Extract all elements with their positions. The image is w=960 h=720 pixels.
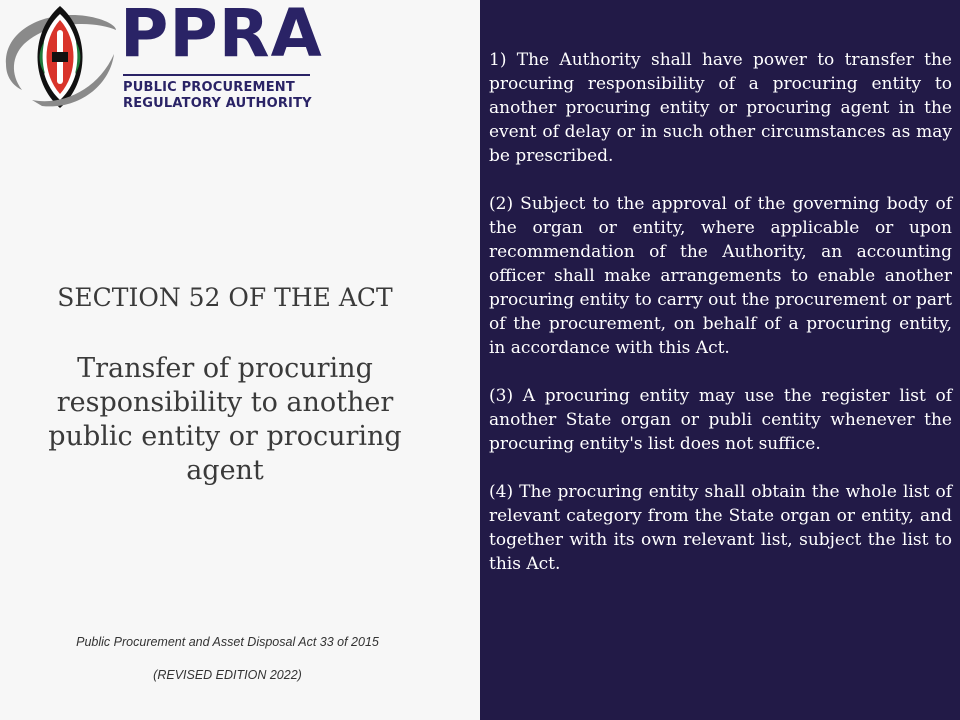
act-citation: Public Procurement and Asset Disposal Act 33 of 2015 xyxy=(76,635,379,649)
logo-subtitle xyxy=(123,80,312,112)
logo-divider xyxy=(123,74,310,76)
section-heading: SECTION 52 OF THE ACT xyxy=(57,283,393,312)
section-subtitle: Transfer of procuring responsibility to another public entity or procuring agent xyxy=(48,353,402,486)
clause-3: (3) A procuring entity may use the register list of another State organ or publi centity whenever the procuring entity's list does not suffice. xyxy=(489,386,952,454)
ppra-logo xyxy=(0,0,323,115)
logo-subtitle-line-2: REGULATORY AUTHORITY xyxy=(123,96,312,111)
clause-list xyxy=(489,48,952,600)
clause-2: (2) Subject to the approval of the governing body of the organ or entity, where applicable or upon recommendation of the Authority, an accounting officer shall make arrangements to enable another procuring entity to carry out the procurement or part of the procurement, on behalf of a procuring entity, in accordance with this Act. xyxy=(489,194,952,358)
logo-subtitle-line-1: PUBLIC PROCUREMENT xyxy=(123,80,295,95)
edition-note: (REVISED EDITION 2022) xyxy=(153,668,302,682)
logo-wordmark: PPRA xyxy=(120,0,323,72)
clause-4: (4) The procuring entity shall obtain the whole list of relevant category from the State organ or entity, and together with its own relevant list, subject the list to this Act. xyxy=(489,482,952,574)
clause-1: 1) The Authority shall have power to transfer the procuring responsibility of a procuring entity to another procuring entity or procuring agent in the event of delay or in such other circumstances as may be prescribed. xyxy=(489,50,952,166)
kenya-shield-emblem-icon xyxy=(2,2,118,112)
